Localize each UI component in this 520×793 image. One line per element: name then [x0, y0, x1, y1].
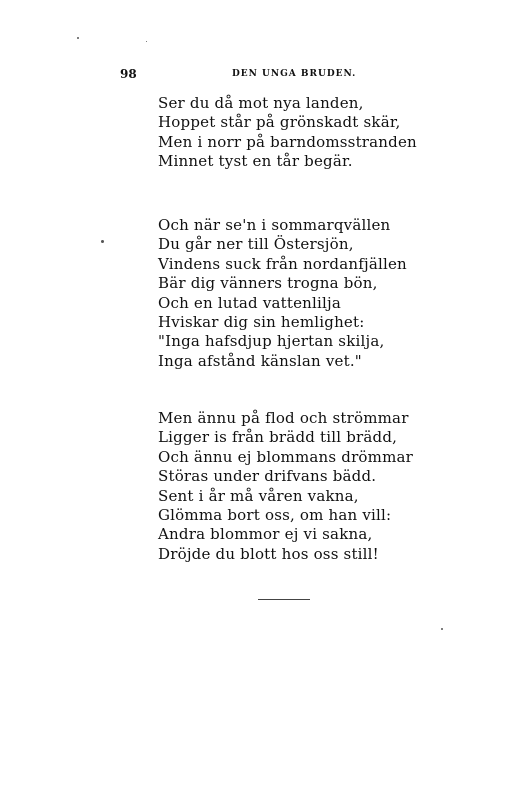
- poem-line: Du går ner till Östersjön,: [158, 235, 354, 254]
- poem-line: Och ännu ej blommans drömmar: [158, 447, 414, 466]
- end-rule: [258, 599, 310, 600]
- paper-speck: [101, 240, 104, 243]
- poem-line: Och när se'n i sommarqvällen: [158, 216, 391, 234]
- paper-speck: [77, 37, 79, 39]
- page-number: 98: [120, 67, 137, 81]
- poem-line: Hoppet står på grönskadt skär,: [158, 113, 401, 132]
- poem-line: Bär dig vänners trogna bön,: [158, 274, 378, 293]
- poem-line: Ligger is från brädd till brädd,: [158, 428, 398, 447]
- poem-stanza-3: [158, 409, 413, 564]
- poem-line: Hviskar dig sin hemlighet:: [158, 312, 365, 331]
- poem-line: Sent i år må våren vakna,: [158, 486, 359, 505]
- poem-line: Ser du då mot nya landen,: [158, 94, 364, 112]
- poem-line: Andra blommor ej vi sakna,: [158, 525, 373, 544]
- poem-stanza-2: [158, 216, 407, 371]
- poem-line: Glömma bort oss, om han vill:: [158, 505, 392, 524]
- poem-line: "Inga hafsdjup hjertan skilja,: [158, 332, 385, 351]
- poem-line: Men i norr på barndomsstranden: [158, 132, 417, 151]
- poem-line: Men ännu på flod och strömmar: [158, 409, 409, 427]
- running-head: DEN UNGA BRUDEN.: [232, 69, 357, 79]
- paper-speck: [441, 628, 443, 630]
- poem-line: Och en lutad vattenlilja: [158, 293, 342, 312]
- poem-line: Minnet tyst en tår begär.: [158, 152, 353, 171]
- poem-line: Störas under drifvans bädd.: [158, 467, 377, 486]
- poem-line: Dröjde du blott hos oss still!: [158, 544, 379, 563]
- poem-line: Vindens suck från nordanfjällen: [158, 254, 407, 273]
- poem-stanza-1: [158, 94, 417, 172]
- paper-speck: [146, 41, 147, 42]
- poem-line: Inga afstånd känslan vet.": [158, 351, 362, 370]
